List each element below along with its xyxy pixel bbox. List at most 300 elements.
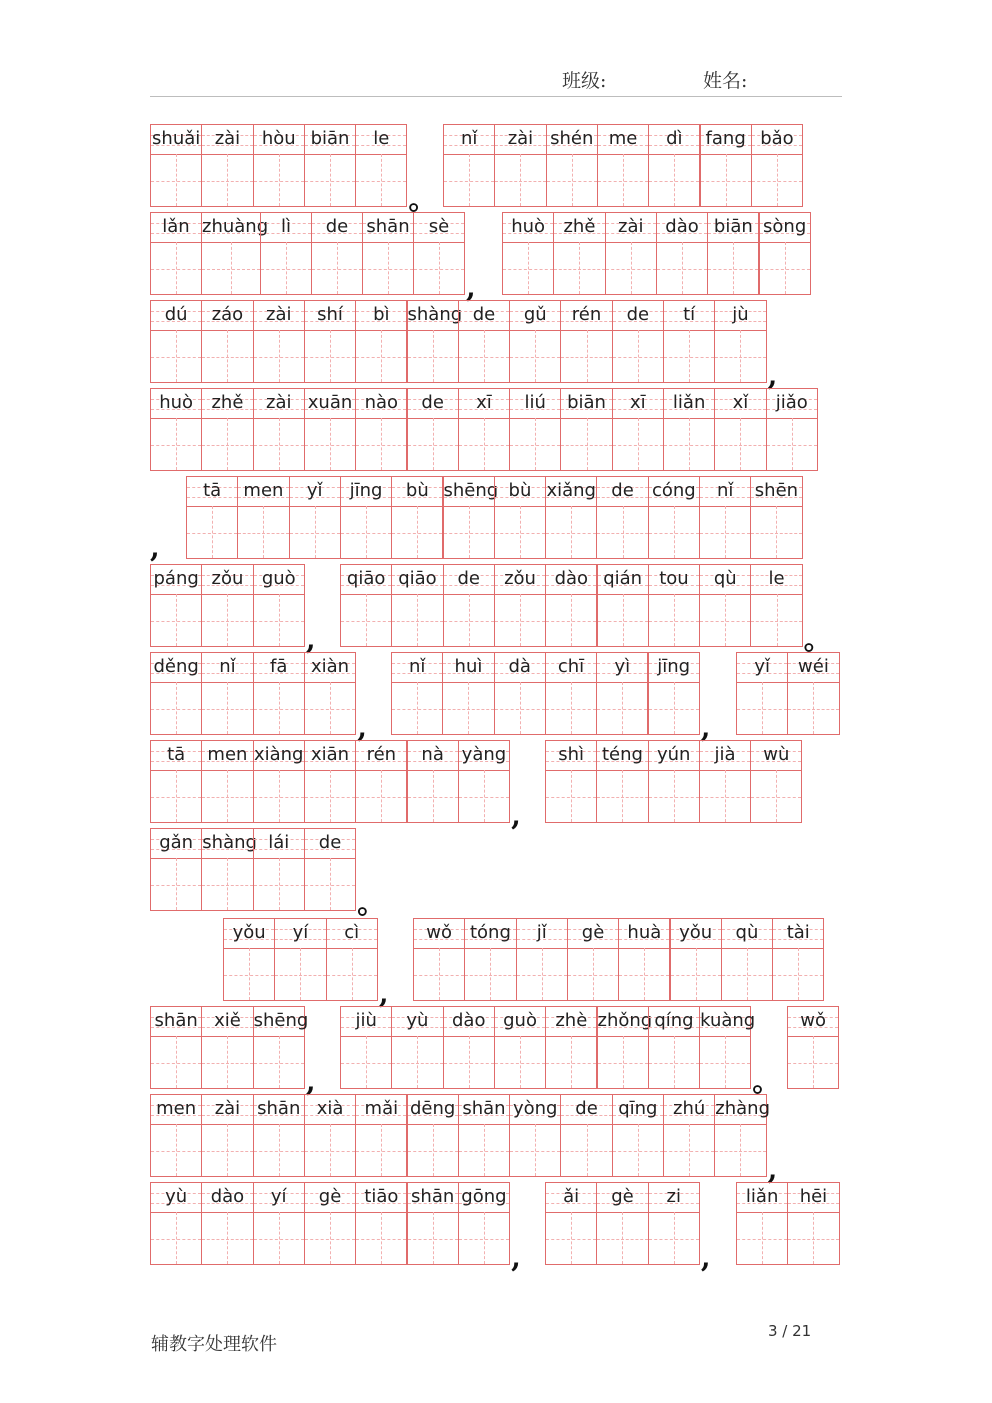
pinyin-syllable: bù xyxy=(508,480,532,501)
pinyin-syllable: wù xyxy=(763,744,790,765)
writing-cell xyxy=(304,1094,356,1177)
writing-cell xyxy=(326,918,378,1001)
pinyin-syllable: liú xyxy=(524,392,546,413)
pinyin-syllable: le xyxy=(768,568,785,589)
writing-cell xyxy=(509,1094,561,1177)
pinyin-syllable: shān xyxy=(154,1010,198,1031)
pinyin-syllable: shì xyxy=(558,744,585,765)
writing-cell xyxy=(274,918,326,1001)
writing-cell xyxy=(648,564,700,647)
pinyin-syllable: zài xyxy=(214,128,241,149)
punctuation-mark: , xyxy=(466,271,476,304)
writing-cell xyxy=(355,1094,407,1177)
pinyin-syllable: hòu xyxy=(261,128,296,149)
writing-cell xyxy=(289,476,341,559)
pinyin-syllable: shān xyxy=(411,1186,455,1207)
pinyin-syllable: cóng xyxy=(651,480,696,501)
punctuation-mark: , xyxy=(357,711,367,744)
pinyin-syllable: zhě xyxy=(563,216,596,237)
writing-cell xyxy=(253,740,305,823)
pinyin-syllable: wéi xyxy=(798,656,829,677)
pinyin-syllable: tā xyxy=(167,744,186,765)
pinyin-syllable: men xyxy=(243,480,284,501)
pinyin-syllable: liǎn xyxy=(672,392,706,413)
writing-cell xyxy=(458,1094,510,1177)
pinyin-syllable: qíng xyxy=(654,1010,694,1031)
writing-cell xyxy=(391,652,443,735)
writing-cell xyxy=(150,740,202,823)
pinyin-syllable: biān xyxy=(713,216,753,237)
punctuation-mark: , xyxy=(378,977,389,1010)
writing-cell xyxy=(304,828,356,911)
pinyin-syllable: shēn xyxy=(754,480,799,501)
pinyin-syllable: zǒu xyxy=(211,568,244,589)
pinyin-syllable: shān xyxy=(366,216,410,237)
writing-cell xyxy=(304,124,356,207)
writing-cell xyxy=(407,1182,459,1265)
pinyin-syllable: de xyxy=(325,216,349,237)
pinyin-syllable: guò xyxy=(503,1010,537,1031)
pinyin-syllable: zài xyxy=(266,392,292,413)
writing-cell xyxy=(545,740,597,823)
pinyin-syllable: gè xyxy=(318,1186,342,1207)
pinyin-syllable: shān xyxy=(257,1098,301,1119)
pinyin-syllable: men xyxy=(156,1098,197,1119)
pinyin-syllable: dào xyxy=(665,216,699,237)
pinyin-syllable: xiàng xyxy=(253,744,304,765)
pinyin-syllable: wǒ xyxy=(426,922,453,943)
pinyin-syllable: de xyxy=(575,1098,598,1119)
writing-cell xyxy=(413,212,465,295)
writing-cell xyxy=(253,1094,305,1177)
pinyin-syllable: zǒu xyxy=(504,568,536,589)
writing-cell xyxy=(458,388,510,471)
pinyin-syllable: qīng xyxy=(618,1098,658,1119)
writing-cell xyxy=(223,918,275,1001)
writing-cell xyxy=(201,1182,253,1265)
writing-cell xyxy=(355,1182,407,1265)
writing-cell xyxy=(612,300,664,383)
pinyin-syllable: zhě xyxy=(211,392,244,413)
writing-cell xyxy=(560,388,612,471)
writing-cell xyxy=(494,564,546,647)
pinyin-syllable: huò xyxy=(159,392,194,413)
pinyin-syllable: yù xyxy=(165,1186,188,1207)
writing-cell xyxy=(787,652,839,735)
writing-cell xyxy=(237,476,289,559)
pinyin-syllable: nǐ xyxy=(219,656,236,677)
pinyin-syllable: de xyxy=(421,392,444,413)
writing-cell xyxy=(766,388,818,471)
pinyin-syllable: bù xyxy=(405,480,429,501)
pinyin-syllable: jù xyxy=(732,304,749,325)
pinyin-syllable: xiě xyxy=(214,1010,241,1031)
punctuation-mark: , xyxy=(511,1241,521,1274)
pinyin-syllable: tí xyxy=(683,304,696,325)
pinyin-syllable: dà xyxy=(508,656,531,677)
pinyin-syllable: kuàng xyxy=(700,1010,756,1031)
pinyin-syllable: lì xyxy=(280,216,291,237)
pinyin-syllable: me xyxy=(608,128,638,149)
writing-cell xyxy=(201,1094,253,1177)
writing-cell xyxy=(355,300,407,383)
punctuation-mark: , xyxy=(150,531,160,564)
class-label: 班级: xyxy=(562,70,607,92)
writing-cell xyxy=(304,388,356,471)
writing-cell xyxy=(201,652,253,735)
writing-cell xyxy=(618,918,670,1001)
writing-cell xyxy=(391,476,443,559)
writing-cell xyxy=(253,388,305,471)
pinyin-syllable: tóng xyxy=(469,922,511,943)
writing-cell xyxy=(670,918,722,1001)
pinyin-syllable: xǐ xyxy=(732,392,749,413)
writing-cell xyxy=(516,918,568,1001)
writing-cell xyxy=(186,476,238,559)
pinyin-syllable: xī xyxy=(630,392,646,413)
pinyin-syllable: dào xyxy=(554,568,589,589)
writing-cell xyxy=(150,300,202,383)
writing-cell xyxy=(150,828,202,911)
pinyin-syllable: qù xyxy=(713,568,737,589)
writing-cell xyxy=(714,388,766,471)
writing-cell xyxy=(150,564,202,647)
pinyin-syllable: jǐ xyxy=(536,922,547,943)
pinyin-syllable: jīng xyxy=(657,656,691,677)
writing-cell xyxy=(545,652,597,735)
pinyin-syllable: dào xyxy=(210,1186,245,1207)
writing-cell xyxy=(648,476,700,559)
writing-cell xyxy=(413,918,465,1001)
pinyin-syllable: sòng xyxy=(763,216,807,237)
pinyin-syllable: bǎo xyxy=(760,128,794,149)
pinyin-syllable: xiǎng xyxy=(546,480,596,501)
writing-cell xyxy=(253,300,305,383)
writing-cell xyxy=(150,1006,202,1089)
writing-cell xyxy=(458,740,510,823)
writing-cell xyxy=(750,476,802,559)
punctuation-mark: , xyxy=(700,711,711,744)
pinyin-syllable: shuǎi xyxy=(152,128,201,149)
pinyin-syllable: tiāo xyxy=(364,1186,399,1207)
writing-cell xyxy=(340,1006,392,1089)
pinyin-syllable: zhuàng xyxy=(202,216,269,237)
pinyin-syllable: ǎi xyxy=(563,1186,580,1207)
name-label: 姓名: xyxy=(703,70,748,92)
writing-cell xyxy=(699,740,751,823)
pinyin-syllable: de xyxy=(318,832,342,853)
writing-cell xyxy=(201,740,253,823)
writing-cell xyxy=(458,300,510,383)
writing-cell xyxy=(509,388,561,471)
pinyin-syllable: qiāo xyxy=(346,568,386,589)
writing-cell xyxy=(751,124,803,207)
writing-cell xyxy=(407,1094,459,1177)
pinyin-syllable: biān xyxy=(310,128,350,149)
writing-cell xyxy=(304,300,356,383)
pinyin-syllable: dì xyxy=(666,128,683,149)
pinyin-syllable: guò xyxy=(261,568,296,589)
pinyin-syllable: gè xyxy=(581,922,605,943)
writing-cell xyxy=(201,300,253,383)
pinyin-syllable: gōng xyxy=(461,1186,507,1207)
writing-cell xyxy=(150,124,202,207)
pinyin-syllable: dào xyxy=(452,1010,486,1031)
writing-cell xyxy=(612,1094,664,1177)
writing-cell xyxy=(736,652,788,735)
writing-cell xyxy=(201,564,253,647)
writing-cell xyxy=(787,1182,839,1265)
pinyin-syllable: lái xyxy=(268,832,290,853)
pinyin-syllable: de xyxy=(472,304,496,325)
pinyin-syllable: shēng xyxy=(253,1010,309,1031)
writing-cell xyxy=(494,1006,546,1089)
pinyin-syllable: jiǎo xyxy=(775,392,808,413)
writing-cell xyxy=(663,388,715,471)
punctuation-mark: , xyxy=(305,623,316,656)
writing-cell xyxy=(648,124,700,207)
writing-cell xyxy=(656,212,708,295)
punctuation-mark: , xyxy=(511,799,521,832)
writing-cell xyxy=(546,124,598,207)
writing-cell xyxy=(560,1094,612,1177)
pinyin-syllable: tài xyxy=(786,922,810,943)
pinyin-syllable: de xyxy=(611,480,634,501)
writing-cell xyxy=(596,476,648,559)
pinyin-syllable: zài xyxy=(618,216,644,237)
pinyin-syllable: shēng xyxy=(443,480,499,501)
pinyin-syllable: jiù xyxy=(355,1010,377,1031)
pinyin-syllable: xiān xyxy=(310,744,350,765)
pinyin-syllable: yí xyxy=(270,1186,287,1207)
writing-cell xyxy=(759,212,811,295)
pinyin-syllable: de xyxy=(626,304,650,325)
writing-cell xyxy=(772,918,824,1001)
writing-cell xyxy=(699,564,751,647)
pinyin-syllable: gè xyxy=(611,1186,634,1207)
writing-cell xyxy=(253,652,305,735)
punctuation-mark: 。 xyxy=(408,183,437,216)
page-number: 3 / 21 xyxy=(768,1322,812,1340)
pinyin-syllable: biān xyxy=(567,392,606,413)
pinyin-syllable: lǎn xyxy=(162,216,190,237)
writing-cell xyxy=(311,212,363,295)
pinyin-syllable: záo xyxy=(211,304,244,325)
pinyin-syllable: shàng xyxy=(202,832,257,853)
pinyin-syllable: dú xyxy=(164,304,188,325)
pinyin-syllable: zhǒng xyxy=(597,1010,653,1031)
writing-cell xyxy=(253,124,305,207)
writing-cell xyxy=(494,652,546,735)
pinyin-syllable: xuān xyxy=(307,392,353,413)
writing-cell xyxy=(597,124,649,207)
writing-cell xyxy=(407,300,463,383)
pinyin-syllable: xī xyxy=(476,392,492,413)
writing-cell xyxy=(201,828,257,911)
writing-cell xyxy=(458,1182,510,1265)
pinyin-syllable: mǎi xyxy=(364,1098,399,1119)
writing-cell xyxy=(304,1182,356,1265)
pinyin-syllable: nà xyxy=(421,744,444,765)
pinyin-syllable: zài xyxy=(266,304,292,325)
writing-cell xyxy=(502,212,554,295)
pinyin-syllable: shén xyxy=(550,128,594,149)
writing-cell xyxy=(648,652,700,735)
writing-cell xyxy=(750,564,802,647)
writing-cell xyxy=(699,1006,756,1089)
writing-cell xyxy=(714,1094,771,1177)
pinyin-syllable: bì xyxy=(373,304,390,325)
writing-cell xyxy=(201,124,253,207)
writing-cell xyxy=(201,212,269,295)
writing-cell xyxy=(407,740,459,823)
writing-cell xyxy=(253,1006,309,1089)
pinyin-syllable: yǒu xyxy=(679,922,713,943)
pinyin-syllable: yù xyxy=(406,1010,429,1031)
punctuation-mark: , xyxy=(700,1241,711,1274)
writing-cell xyxy=(612,388,664,471)
writing-cell xyxy=(553,212,605,295)
punctuation-mark: 。 xyxy=(803,623,832,656)
pinyin-syllable: qiāo xyxy=(398,568,437,589)
writing-cell xyxy=(340,564,392,647)
pinyin-syllable: men xyxy=(207,744,248,765)
writing-cell xyxy=(340,476,392,559)
writing-cell xyxy=(355,124,407,207)
pinyin-syllable: tā xyxy=(203,480,222,501)
writing-cell xyxy=(355,740,407,823)
writing-cell xyxy=(648,740,700,823)
writing-cell xyxy=(736,1182,788,1265)
pinyin-syllable: yàng xyxy=(461,744,507,765)
writing-cell xyxy=(443,564,495,647)
pinyin-syllable: fang xyxy=(705,128,746,149)
writing-cell xyxy=(304,740,356,823)
pinyin-syllable: xià xyxy=(316,1098,344,1119)
writing-cell xyxy=(648,1006,700,1089)
writing-cell xyxy=(443,476,499,559)
pinyin-syllable: de xyxy=(457,568,480,589)
writing-cell xyxy=(201,388,253,471)
pinyin-syllable: shí xyxy=(317,304,343,325)
writing-cell xyxy=(750,740,802,823)
pinyin-syllable: jīng xyxy=(349,480,383,501)
pinyin-syllable: nǐ xyxy=(716,480,734,501)
writing-cell xyxy=(150,1094,202,1177)
pinyin-syllable: fā xyxy=(270,656,288,677)
writing-cell xyxy=(362,212,414,295)
pinyin-syllable: rén xyxy=(571,304,602,325)
punctuation-mark: , xyxy=(305,1065,316,1098)
writing-cell xyxy=(150,1182,202,1265)
writing-cell xyxy=(150,388,202,471)
punctuation-mark: 。 xyxy=(752,1065,781,1098)
pinyin-syllable: yún xyxy=(657,744,691,765)
pinyin-syllable: gǔ xyxy=(523,304,547,325)
pinyin-syllable: téng xyxy=(601,744,643,765)
writing-cell xyxy=(150,212,202,295)
pinyin-syllable: chī xyxy=(557,656,585,677)
writing-cell xyxy=(545,1182,597,1265)
pinyin-syllable: nǐ xyxy=(460,128,478,149)
punctuation-mark: 。 xyxy=(357,887,386,920)
pinyin-syllable: yì xyxy=(614,656,631,677)
writing-cell xyxy=(699,476,751,559)
writing-cell xyxy=(663,1094,715,1177)
writing-cell xyxy=(494,476,546,559)
writing-cell xyxy=(700,124,752,207)
writing-cell xyxy=(407,388,459,471)
writing-cell xyxy=(509,300,561,383)
pinyin-syllable: zhàng xyxy=(715,1098,771,1119)
pinyin-syllable: zài xyxy=(507,128,534,149)
writing-cell xyxy=(355,388,407,471)
writing-cell xyxy=(442,652,494,735)
pinyin-syllable: shàng xyxy=(407,304,463,325)
pinyin-syllable: yǒu xyxy=(232,922,266,943)
writing-cell xyxy=(150,652,202,735)
pinyin-syllable: páng xyxy=(153,568,199,589)
writing-cell xyxy=(545,564,597,647)
pinyin-syllable: hēi xyxy=(799,1186,828,1207)
pinyin-syllable: qù xyxy=(735,922,759,943)
writing-cell xyxy=(707,212,759,295)
pinyin-syllable: yǐ xyxy=(306,480,323,501)
writing-cell xyxy=(253,1182,305,1265)
writing-cell xyxy=(464,918,516,1001)
punctuation-mark: , xyxy=(767,1153,778,1186)
writing-cell xyxy=(721,918,773,1001)
writing-cell xyxy=(443,1006,495,1089)
pinyin-syllable: nào xyxy=(364,392,399,413)
writing-cell xyxy=(545,1006,597,1089)
pinyin-syllable: cì xyxy=(344,922,360,943)
pinyin-syllable: liǎn xyxy=(745,1186,779,1207)
writing-cell xyxy=(253,828,305,911)
pinyin-syllable: shān xyxy=(462,1098,506,1119)
pinyin-syllable: qián xyxy=(603,568,643,589)
pinyin-syllable: yòng xyxy=(512,1098,558,1119)
writing-cell xyxy=(545,476,597,559)
pinyin-syllable: yí xyxy=(292,922,309,943)
writing-cell xyxy=(560,300,612,383)
pinyin-syllable: jià xyxy=(714,744,736,765)
punctuation-mark: , xyxy=(767,359,778,392)
pinyin-syllable: zhú xyxy=(673,1098,706,1119)
pinyin-syllable: sè xyxy=(428,216,450,237)
writing-cell xyxy=(391,1006,443,1089)
writing-cell xyxy=(597,1006,653,1089)
writing-cell xyxy=(260,212,312,295)
writing-cell xyxy=(253,564,305,647)
writing-cell xyxy=(714,300,766,383)
pinyin-syllable: děng xyxy=(153,656,199,677)
writing-cell xyxy=(605,212,657,295)
writing-cell xyxy=(567,918,619,1001)
writing-cell xyxy=(663,300,715,383)
footer-brand: 辅教字处理软件 xyxy=(151,1334,277,1355)
writing-cell xyxy=(596,652,648,735)
pinyin-syllable: gǎn xyxy=(159,832,194,853)
writing-cell xyxy=(494,124,546,207)
writing-cell xyxy=(304,652,356,735)
pinyin-syllable: zhè xyxy=(555,1010,588,1031)
pinyin-syllable: huà xyxy=(627,922,662,943)
pinyin-syllable: xiàn xyxy=(310,656,350,677)
pinyin-syllable: wǒ xyxy=(800,1010,827,1031)
pinyin-syllable: huì xyxy=(454,656,483,677)
writing-cell xyxy=(201,1006,253,1089)
